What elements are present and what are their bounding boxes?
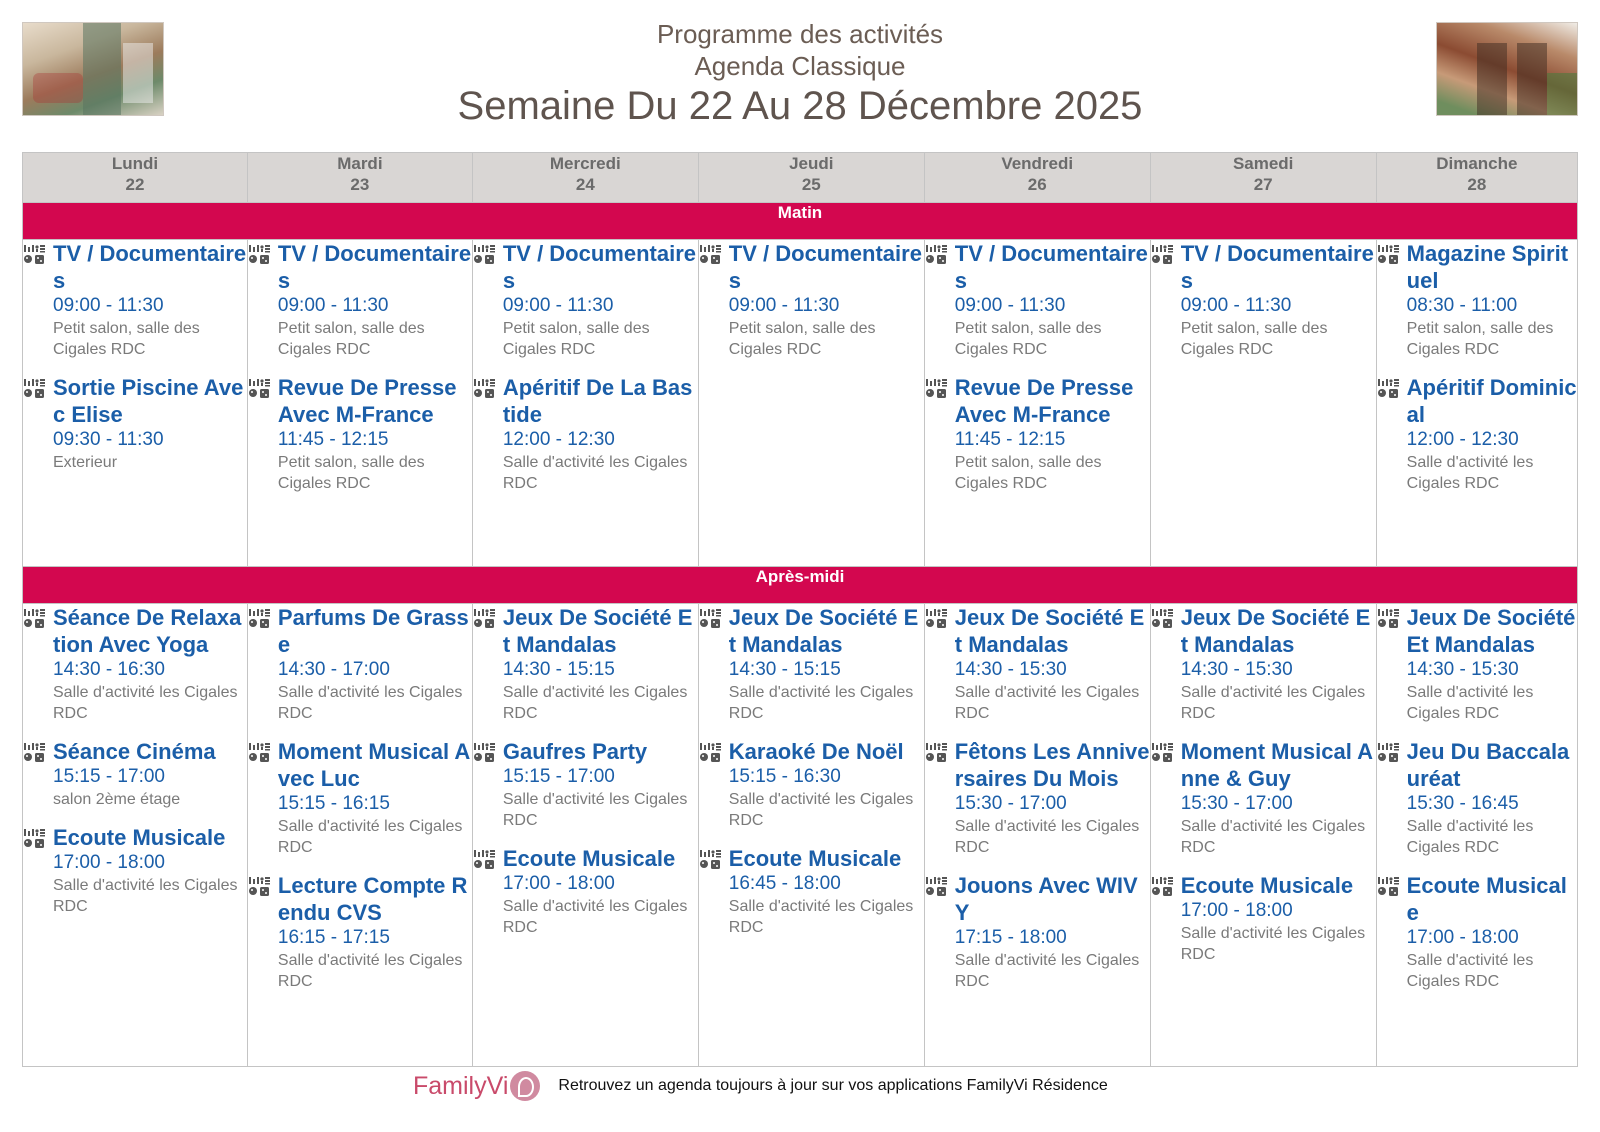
activity-location: Petit salon, salle des Cigales RDC: [502, 320, 650, 358]
activity-item[interactable]: [699, 845, 924, 938]
afternoon-row: [23, 604, 1578, 1067]
activity-time: 17:00 - 18:00: [53, 852, 165, 873]
activity-pictogram-icon: [248, 872, 278, 992]
activity-location: Salle d'activité les Cigales RDC: [728, 791, 914, 829]
activity-location: Petit salon, salle des Cigales RDC: [1406, 320, 1554, 358]
day-name: Samedi: [1232, 154, 1294, 173]
morning-cell-mardi: [247, 240, 472, 567]
day-header-jeudi: [698, 153, 924, 203]
activity-pictogram-icon: [248, 240, 278, 360]
activity-item[interactable]: [1151, 738, 1376, 858]
activity-pictogram-icon: [248, 374, 278, 494]
morning-band: Matin: [23, 203, 1578, 240]
activity-pictogram-icon: [1151, 604, 1181, 724]
activity-item[interactable]: [925, 604, 1150, 724]
activity-pictogram-icon: [1151, 738, 1181, 858]
activity-pictogram-icon: [925, 738, 955, 858]
activity-pictogram-icon: [473, 845, 503, 938]
activity-time: 14:30 - 15:30: [954, 659, 1067, 680]
activity-time: 09:00 - 11:30: [954, 295, 1066, 316]
activity-title: Apéritif De La Bastide: [502, 375, 693, 427]
activity-location: Petit salon, salle des Cigales RDC: [954, 454, 1102, 492]
activity-location: Petit salon, salle des Cigales RDC: [728, 320, 876, 358]
activity-location: Petit salon, salle des Cigales RDC: [277, 320, 425, 358]
afternoon-cell-samedi: [1150, 604, 1376, 1067]
day-name: Dimanche: [1436, 154, 1518, 173]
activity-time: 12:00 - 12:30: [502, 429, 615, 450]
activity-pictogram-icon: [23, 738, 53, 810]
activity-time: 11:45 - 12:15: [277, 429, 389, 450]
activity-pictogram-icon: [1377, 872, 1407, 992]
activity-pictogram-icon: [23, 604, 53, 724]
activity-location: Exterieur: [53, 454, 118, 471]
activity-item[interactable]: [1151, 240, 1376, 360]
activity-title: Jouons Avec WIVY: [954, 873, 1138, 925]
activity-item[interactable]: [248, 374, 472, 494]
activity-location: Salle d'activité les Cigales RDC: [728, 898, 914, 936]
program-title: Programme des activités: [656, 19, 944, 49]
afternoon-cell-mercredi: [472, 604, 698, 1067]
activity-time: 15:15 - 17:00: [53, 766, 165, 787]
activity-time: 12:00 - 12:30: [1406, 429, 1519, 450]
day-number: 26: [1027, 175, 1047, 194]
day-name: Vendredi: [1001, 154, 1074, 173]
activity-location: Salle d'activité les Cigales RDC: [728, 684, 914, 722]
day-header-dimanche: [1376, 153, 1577, 203]
activity-time: 14:30 - 15:30: [1406, 659, 1519, 680]
activity-location: Salle d'activité les Cigales RDC: [1180, 818, 1366, 856]
week-title: Semaine Du 22 Au 28 Décembre 2025: [457, 84, 1143, 128]
day-number: 28: [1467, 175, 1487, 194]
activity-item[interactable]: [248, 240, 472, 360]
activity-title: Magazine Spirituel: [1406, 241, 1569, 293]
activity-location: Petit salon, salle des Cigales RDC: [53, 320, 200, 358]
activity-pictogram-icon: [925, 240, 955, 360]
footer: [413, 1068, 1108, 1104]
activity-location: Salle d'activité les Cigales RDC: [277, 952, 463, 990]
activity-pictogram-icon: [1377, 604, 1407, 724]
activity-location: Salle d'activité les Cigales RDC: [53, 877, 238, 915]
activity-pictogram-icon: [1151, 240, 1181, 360]
afternoon-cell-vendredi: [924, 604, 1150, 1067]
activity-item[interactable]: [23, 240, 247, 360]
activity-pictogram-icon: [248, 738, 278, 858]
activity-item[interactable]: [1377, 872, 1577, 992]
activity-item[interactable]: [699, 738, 924, 831]
activity-title: Apéritif Dominical: [1406, 375, 1577, 427]
activity-time: 16:45 - 18:00: [728, 873, 841, 894]
activity-item[interactable]: [1377, 738, 1577, 858]
activity-item[interactable]: [248, 738, 472, 858]
activity-location: Salle d'activité les Cigales RDC: [502, 898, 688, 936]
familyvi-logo: FamilyVi: [413, 1071, 509, 1100]
afternoon-band: Après-midi: [23, 567, 1578, 604]
activity-item[interactable]: [925, 738, 1150, 858]
activity-location: Petit salon, salle des Cigales RDC: [1180, 320, 1328, 358]
activity-title: Revue De Presse Avec M-France: [954, 375, 1134, 427]
activity-location: Petit salon, salle des Cigales RDC: [277, 454, 425, 492]
activity-title: Jeux De Société Et Mandalas: [954, 605, 1145, 657]
activity-pictogram-icon: [473, 374, 503, 494]
afternoon-cell-dimanche: [1376, 604, 1577, 1067]
activity-location: Salle d'activité les Cigales RDC: [954, 684, 1140, 722]
activity-item[interactable]: [248, 872, 472, 992]
activity-item[interactable]: [699, 240, 924, 360]
activity-title: Jeux De Société Et Mandalas: [1406, 605, 1576, 657]
activity-pictogram-icon: [23, 374, 53, 473]
activity-time: 14:30 - 17:00: [277, 659, 390, 680]
activity-item[interactable]: [473, 240, 698, 360]
day-number: 24: [575, 175, 595, 194]
morning-row: [23, 240, 1578, 567]
activity-title: Jeux De Société Et Mandalas: [1180, 605, 1371, 657]
afternoon-cell-lundi: [23, 604, 248, 1067]
activity-pictogram-icon: [925, 872, 955, 992]
activity-item[interactable]: [473, 604, 698, 724]
day-name: Jeudi: [789, 154, 834, 173]
activity-time: 09:00 - 11:30: [277, 295, 389, 316]
activity-location: Salle d'activité les Cigales RDC: [277, 818, 463, 856]
activity-time: 14:30 - 15:15: [728, 659, 841, 680]
activity-pictogram-icon: [1377, 374, 1407, 494]
day-number: 25: [801, 175, 821, 194]
activity-title: Ecoute Musicale: [1180, 873, 1354, 898]
activity-time: 09:00 - 11:30: [1180, 295, 1292, 316]
activity-title: TV / Documentaires: [954, 241, 1148, 293]
activity-title: Jeux De Société Et Mandalas: [728, 605, 919, 657]
day-name: Lundi: [111, 154, 159, 173]
page-header: [300, 18, 1300, 130]
activity-title: Moment Musical Avec Luc: [277, 739, 471, 791]
activity-item[interactable]: [925, 872, 1150, 992]
activity-item[interactable]: [1377, 240, 1577, 360]
activity-time: 16:15 - 17:15: [277, 927, 390, 948]
activity-time: 17:00 - 18:00: [1406, 927, 1519, 948]
activity-location: Salle d'activité les Cigales RDC: [1406, 684, 1534, 722]
day-number: 27: [1253, 175, 1273, 194]
activity-pictogram-icon: [473, 240, 503, 360]
activity-item[interactable]: [1151, 604, 1376, 724]
activity-title: Parfums De Grasse: [277, 605, 469, 657]
activity-title: TV / Documentaires: [53, 241, 247, 293]
activity-location: Petit salon, salle des Cigales RDC: [954, 320, 1102, 358]
activity-location: Salle d'activité les Cigales RDC: [954, 818, 1140, 856]
activity-pictogram-icon: [699, 738, 729, 831]
activity-item[interactable]: [473, 845, 698, 938]
activity-time: 14:30 - 15:30: [1180, 659, 1293, 680]
activity-item[interactable]: [248, 604, 472, 724]
activity-title: Ecoute Musicale: [1406, 873, 1567, 925]
activity-title: Fêtons Les Anniversaires Du Mois: [954, 739, 1150, 791]
weekly-agenda-table: [22, 152, 1578, 1067]
activity-pictogram-icon: [1377, 738, 1407, 858]
activity-title: Séance De Relaxation Avec Yoga: [53, 605, 242, 657]
activity-title: TV / Documentaires: [728, 241, 922, 293]
activity-location: Salle d'activité les Cigales RDC: [1406, 818, 1534, 856]
activity-pictogram-icon: [925, 374, 955, 494]
day-header-row: [23, 153, 1578, 203]
activity-pictogram-icon: [925, 604, 955, 724]
activity-time: 09:30 - 11:30: [53, 429, 164, 450]
activity-time: 15:15 - 17:00: [502, 766, 615, 787]
activity-item[interactable]: [23, 374, 247, 473]
activity-time: 11:45 - 12:15: [954, 429, 1066, 450]
activity-location: Salle d'activité les Cigales RDC: [277, 684, 463, 722]
morning-cell-dimanche: [1376, 240, 1577, 567]
activity-pictogram-icon: [699, 240, 729, 360]
activity-pictogram-icon: [1377, 240, 1407, 360]
activity-time: 09:00 - 11:30: [728, 295, 840, 316]
day-header-vendredi: [924, 153, 1150, 203]
day-number: 23: [350, 175, 370, 194]
activity-title: Moment Musical Anne & Guy: [1180, 739, 1374, 791]
activity-location: Salle d'activité les Cigales RDC: [53, 684, 238, 722]
activity-location: Salle d'activité les Cigales RDC: [1406, 454, 1534, 492]
day-name: Mercredi: [549, 154, 621, 173]
activity-pictogram-icon: [699, 604, 729, 724]
activity-item[interactable]: [925, 240, 1150, 360]
activity-item[interactable]: [23, 824, 247, 917]
activity-pictogram-icon: [473, 738, 503, 831]
afternoon-cell-jeudi: [698, 604, 924, 1067]
activity-item[interactable]: [23, 604, 247, 724]
activity-location: Salle d'activité les Cigales RDC: [954, 952, 1140, 990]
activity-title: Revue De Presse Avec M-France: [277, 375, 457, 427]
activity-title: Ecoute Musicale: [53, 825, 226, 850]
agenda-subtitle: Agenda Classique: [694, 51, 906, 81]
activity-title: Jeu Du Baccalauréat: [1406, 739, 1570, 791]
activity-location: Salle d'activité les Cigales RDC: [1180, 684, 1366, 722]
activity-pictogram-icon: [23, 824, 53, 917]
day-header-samedi: [1150, 153, 1376, 203]
day-header-mercredi: [472, 153, 698, 203]
familyvi-logo-icon: [510, 1071, 540, 1101]
activity-location: Salle d'activité les Cigales RDC: [502, 684, 688, 722]
activity-pictogram-icon: [23, 240, 53, 360]
activity-title: Séance Cinéma: [53, 739, 216, 764]
footer-text: Retrouvez un agenda toujours à jour sur vos applications FamilyVi Résidence: [558, 1077, 1108, 1094]
afternoon-cell-mardi: [247, 604, 472, 1067]
morning-cell-jeudi: [698, 240, 924, 567]
activity-item[interactable]: [1377, 604, 1577, 724]
day-name: Mardi: [337, 154, 383, 173]
day-header-mardi: [247, 153, 472, 203]
activity-title: Gaufres Party: [502, 739, 648, 764]
activity-title: TV / Documentaires: [1180, 241, 1374, 293]
activity-title: Ecoute Musicale: [502, 846, 676, 871]
activity-time: 09:00 - 11:30: [502, 295, 614, 316]
activity-item[interactable]: [473, 738, 698, 831]
activity-location: Salle d'activité les Cigales RDC: [502, 791, 688, 829]
activity-title: TV / Documentaires: [502, 241, 696, 293]
activity-item[interactable]: [1151, 872, 1376, 965]
activity-time: 14:30 - 16:30: [53, 659, 165, 680]
activity-pictogram-icon: [1151, 872, 1181, 965]
activity-location: Salle d'activité les Cigales RDC: [502, 454, 688, 492]
activity-item[interactable]: [699, 604, 924, 724]
activity-pictogram-icon: [248, 604, 278, 724]
activity-time: 08:30 - 11:00: [1406, 295, 1518, 316]
activity-item[interactable]: [1377, 374, 1577, 494]
activity-pictogram-icon: [699, 845, 729, 938]
morning-cell-vendredi: [924, 240, 1150, 567]
morning-cell-mercredi: [472, 240, 698, 567]
activity-location: Salle d'activité les Cigales RDC: [1406, 952, 1534, 990]
activity-title: TV / Documentaires: [277, 241, 472, 293]
activity-time: 15:15 - 16:30: [728, 766, 841, 787]
residence-entrance-photo: [1436, 22, 1578, 116]
residence-lobby-photo: [22, 22, 164, 116]
day-header-lundi: [23, 153, 248, 203]
activity-title: Ecoute Musicale: [728, 846, 902, 871]
activity-location: Salle d'activité les Cigales RDC: [1180, 925, 1366, 963]
activity-time: 15:30 - 16:45: [1406, 793, 1519, 814]
activity-title: Jeux De Société Et Mandalas: [502, 605, 693, 657]
activity-time: 09:00 - 11:30: [53, 295, 164, 316]
day-number: 22: [125, 175, 145, 194]
activity-title: Sortie Piscine Avec Elise: [53, 375, 244, 427]
activity-time: 17:00 - 18:00: [1180, 900, 1293, 921]
activity-time: 15:30 - 17:00: [1180, 793, 1293, 814]
activity-item[interactable]: [925, 374, 1150, 494]
activity-location: salon 2ème étage: [53, 791, 181, 808]
activity-time: 15:30 - 17:00: [954, 793, 1067, 814]
activity-title: Lecture Compte Rendu CVS: [277, 873, 468, 925]
activity-time: 14:30 - 15:15: [502, 659, 615, 680]
morning-cell-lundi: [23, 240, 248, 567]
activity-time: 17:00 - 18:00: [502, 873, 615, 894]
activity-pictogram-icon: [473, 604, 503, 724]
activity-item[interactable]: [473, 374, 698, 494]
activity-time: 15:15 - 16:15: [277, 793, 390, 814]
activity-time: 17:15 - 18:00: [954, 927, 1067, 948]
morning-cell-samedi: [1150, 240, 1376, 567]
activity-title: Karaoké De Noël: [728, 739, 904, 764]
activity-item[interactable]: [23, 738, 247, 810]
